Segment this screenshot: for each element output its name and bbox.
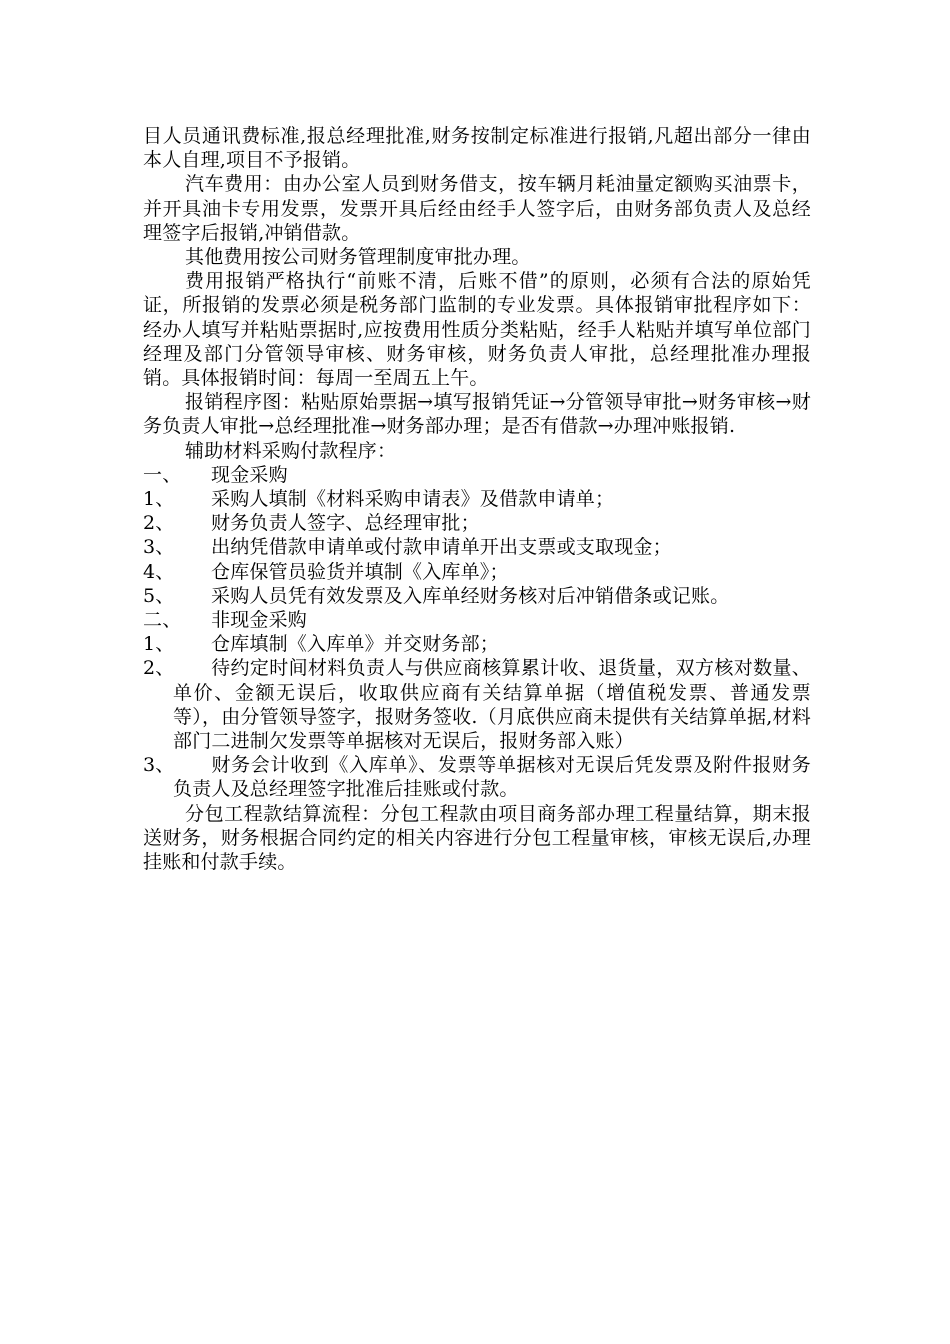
section-number: 一、	[143, 463, 182, 486]
list-item-number: 1、	[143, 633, 175, 656]
list-item	[143, 511, 811, 535]
list-item-number: 2、	[143, 657, 175, 680]
list-item	[143, 535, 811, 559]
list-item	[143, 487, 811, 511]
list-item-text: 财务会计收到《入库单》、发票等单据核对无误后凭发票及附件报财务负责人及总经理签字批准后挂账或付款。	[173, 754, 811, 801]
paragraph-reimbursement-flow: 报销程序图：粘贴原始票据→填写报销凭证→分管领导审批→财务审核→财务负责人审批→总经理批准→财务部办理；是否有借款→办理冲账报销.	[143, 391, 811, 438]
list-item-number: 5、	[143, 584, 175, 607]
list-item	[143, 584, 811, 608]
list-item	[143, 560, 811, 584]
list-item-text: 出纳凭借款申请单或付款申请单开出支票或支取现金；	[211, 536, 672, 559]
list-item-text: 待约定时间材料负责人与供应商核算累计收、退货量，双方核对数量、单价、金额无误后，收取供应商有关结算单据（增值税发票、普通发票等），由分管领导签字，报财务签收.（月底供应商未提供有关结算单据,材料部门二进制欠发票等单据核对无误后，报财务部入账）	[173, 657, 811, 753]
paragraph-procurement-heading: 辅助材料采购付款程序：	[185, 439, 397, 462]
list-item-text: 采购人员凭有效发票及入库单经财务核对后冲销借条或记账。	[211, 584, 730, 607]
list-item-number: 3、	[143, 536, 175, 559]
list-item-text: 采购人填制《材料采购申请表》及借款申请单；	[211, 488, 615, 511]
list-item-number: 3、	[143, 754, 175, 777]
paragraph-communication-fee: 目人员通讯费标准,报总经理批准,财务按制定标准进行报销,凡超出部分一律由本人自理,项目不予报销。	[143, 125, 811, 172]
paragraph-other-expense: 其他费用按公司财务管理制度审批办理。	[185, 246, 531, 269]
list-item	[143, 632, 811, 656]
list-item	[143, 656, 811, 753]
list-item-text: 财务负责人签字、总经理审批；	[211, 512, 480, 535]
section-heading-noncash	[143, 608, 811, 632]
paragraph-subcontract-settlement: 分包工程款结算流程：分包工程款由项目商务部办理工程量结算，期末报送财务，财务根据合同约定的相关内容进行分包工程量审核，审核无误后,办理挂账和付款手续。	[143, 802, 811, 874]
list-item-number: 1、	[143, 488, 175, 511]
section-heading-cash	[143, 463, 811, 487]
section-title: 非现金采购	[211, 609, 308, 632]
list-item-text: 仓库保管员验货并填制《入库单》；	[211, 560, 509, 583]
list-item-number: 2、	[143, 512, 175, 535]
paragraph-vehicle-expense: 汽车费用：由办公室人员到财务借支，按车辆月耗油量定额购买油票卡，并开具油卡专用发票，发票开具后经由经手人签字后，由财务部负责人及总经理签字后报销,冲销借款。	[143, 173, 811, 244]
paragraph-reimbursement-rule: 费用报销严格执行“前账不清，后账不借”的原则，必须有合法的原始凭证，所报销的发票必须是税务部门监制的专业发票。具体报销审批程序如下：经办人填写并粘贴票据时,应按费用性质分类粘贴，经手人粘贴并填写单位部门经理及部门分管领导审核、财务审核，财务负责人审批，总经理批准办理报销。具体报销时间：每周一至周五上午。	[143, 270, 811, 390]
list-item-text: 仓库填制《入库单》并交财务部；	[211, 633, 500, 656]
list-item	[143, 753, 811, 801]
document-page	[143, 124, 811, 874]
list-item-number: 4、	[143, 560, 175, 583]
section-number: 二、	[143, 609, 182, 632]
section-title: 现金采购	[211, 463, 288, 486]
